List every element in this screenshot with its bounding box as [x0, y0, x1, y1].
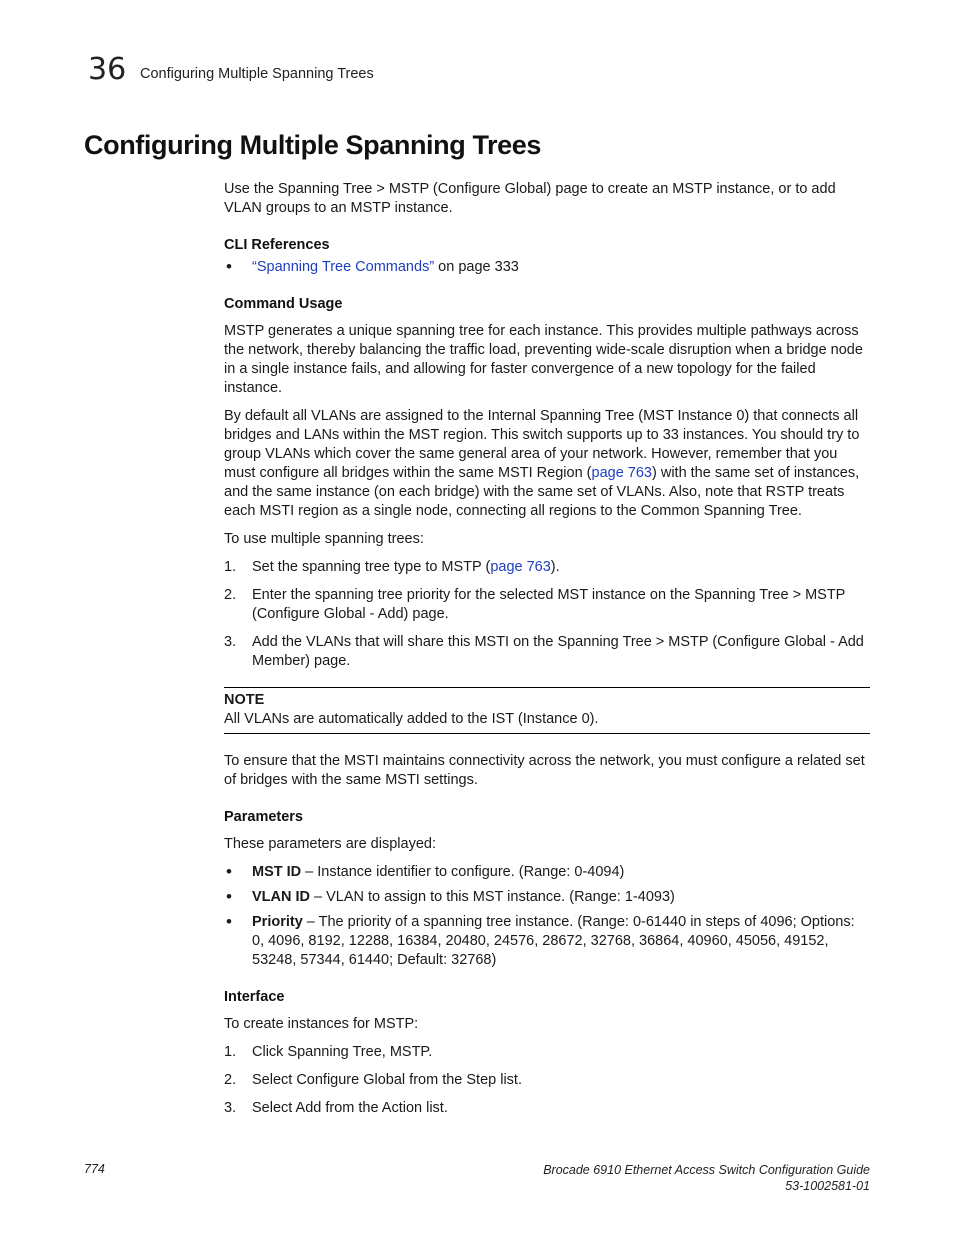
footer-page-number: 774 [84, 1162, 105, 1176]
list-item [224, 258, 870, 277]
list-item [224, 1099, 870, 1118]
cli-references-list [224, 258, 870, 277]
step-number: 2. [224, 1072, 237, 1088]
step-text: Select Configure Global from the Step list. [252, 1072, 522, 1088]
list-item [224, 558, 870, 577]
interface-lead-in: To create instances for MSTP: [224, 1016, 419, 1032]
interface-steps-list [224, 1043, 870, 1118]
list-item [224, 913, 870, 970]
link-suffix: on page 333 [434, 259, 519, 275]
step-number: 3. [224, 634, 237, 650]
note-text: All VLANs are automatically added to the IST (Instance 0). [224, 711, 599, 727]
step-text: Set the spanning tree type to MSTP ( [252, 559, 491, 575]
param-term: VLAN ID [252, 889, 310, 905]
step-text: Select Add from the Action list. [252, 1100, 448, 1116]
step-text: ). [550, 559, 560, 575]
note-box [224, 687, 870, 734]
list-item [224, 863, 870, 882]
param-desc: – The priority of a spanning tree instance. (Range: 0-61440 in steps of 4096; Options: 0, 4096, 8192, 12288, 16384, 20480, 24576, 28672, 32768, 36864, 40960, 45056, 49152, 53248, 57344, 61440; Default: 32768) [252, 914, 855, 968]
step-number: 3. [224, 1100, 237, 1116]
parameters-lead-in: These parameters are displayed: [224, 836, 436, 852]
running-header: Configuring Multiple Spanning Trees [140, 66, 374, 82]
cli-references-heading: CLI References [224, 237, 330, 253]
step-text: Add the VLANs that will share this MSTI on the Spanning Tree > MSTP (Configure Global - Add Member) page. [252, 634, 864, 669]
list-item [224, 586, 870, 624]
main-content [224, 180, 870, 1127]
paragraph-text: By default all VLANs are assigned to the Internal Spanning Tree (MST Instance 0) that connects all bridges and LANs within the MST region. This switch supports up to 33 instances. You should try to group VLANs which cover the same general area of your network. However, remember that you must configure all bridges within the same MSTI Region ( [224, 408, 860, 481]
usage-steps-list [224, 558, 870, 671]
param-desc: – Instance identifier to configure. (Range: 0-4094) [301, 864, 625, 880]
step-number: 1. [224, 559, 237, 575]
list-item [224, 1043, 870, 1062]
paragraph-text: ) with the same set of instances, and the same instance (on each bridge) with the same set of VLANs. Also, note that RSTP treats each MSTI region as a single node, connecting all regions to the Common Spanning Tree. [224, 465, 860, 519]
intro-paragraph: Use the Spanning Tree > MSTP (Configure Global) page to create an MSTP instance, or to add VLAN groups to an MSTP instance. [224, 181, 836, 216]
step-text: Enter the spanning tree priority for the selected MST instance on the Spanning Tree > MSTP (Configure Global - Add) page. [252, 587, 846, 622]
footer-doc-number: 53-1002581-01 [785, 1179, 870, 1193]
command-usage-paragraph-1: MSTP generates a unique spanning tree for each instance. This provides multiple pathways across the network, thereby balancing the traffic load, preventing wide-scale disruption when a bridge node in a single instance fails, and allowing for faster convergence of a new topology for the failed instance. [224, 323, 863, 396]
step-number: 2. [224, 587, 237, 603]
footer-guide [543, 1162, 870, 1194]
spanning-tree-commands-link[interactable]: “Spanning Tree Commands” [252, 259, 435, 275]
chapter-number: 36 [88, 52, 127, 87]
note-label: NOTE [224, 692, 265, 708]
steps-lead-in: To use multiple spanning trees: [224, 531, 424, 547]
page-763-link[interactable]: page 763 [591, 465, 652, 481]
parameters-heading: Parameters [224, 809, 303, 825]
command-usage-heading: Command Usage [224, 296, 343, 312]
interface-heading: Interface [224, 989, 285, 1005]
footer-guide-title: Brocade 6910 Ethernet Access Switch Configuration Guide [543, 1163, 870, 1177]
parameters-list [224, 863, 870, 970]
list-item [224, 633, 870, 671]
list-item [224, 1071, 870, 1090]
step-text: Click Spanning Tree, MSTP. [252, 1044, 433, 1060]
after-note-paragraph: To ensure that the MSTI maintains connectivity across the network, you must configure a related set of bridges with the same MSTI settings. [224, 753, 865, 788]
param-term: MST ID [252, 864, 302, 880]
list-item [224, 888, 870, 907]
command-usage-paragraph-2 [224, 407, 870, 521]
param-term: Priority [252, 914, 303, 930]
param-desc: – VLAN to assign to this MST instance. (Range: 1-4093) [310, 889, 675, 905]
step-number: 1. [224, 1044, 237, 1060]
page-title: Configuring Multiple Spanning Trees [84, 130, 541, 160]
page-763-link[interactable]: page 763 [490, 559, 551, 575]
